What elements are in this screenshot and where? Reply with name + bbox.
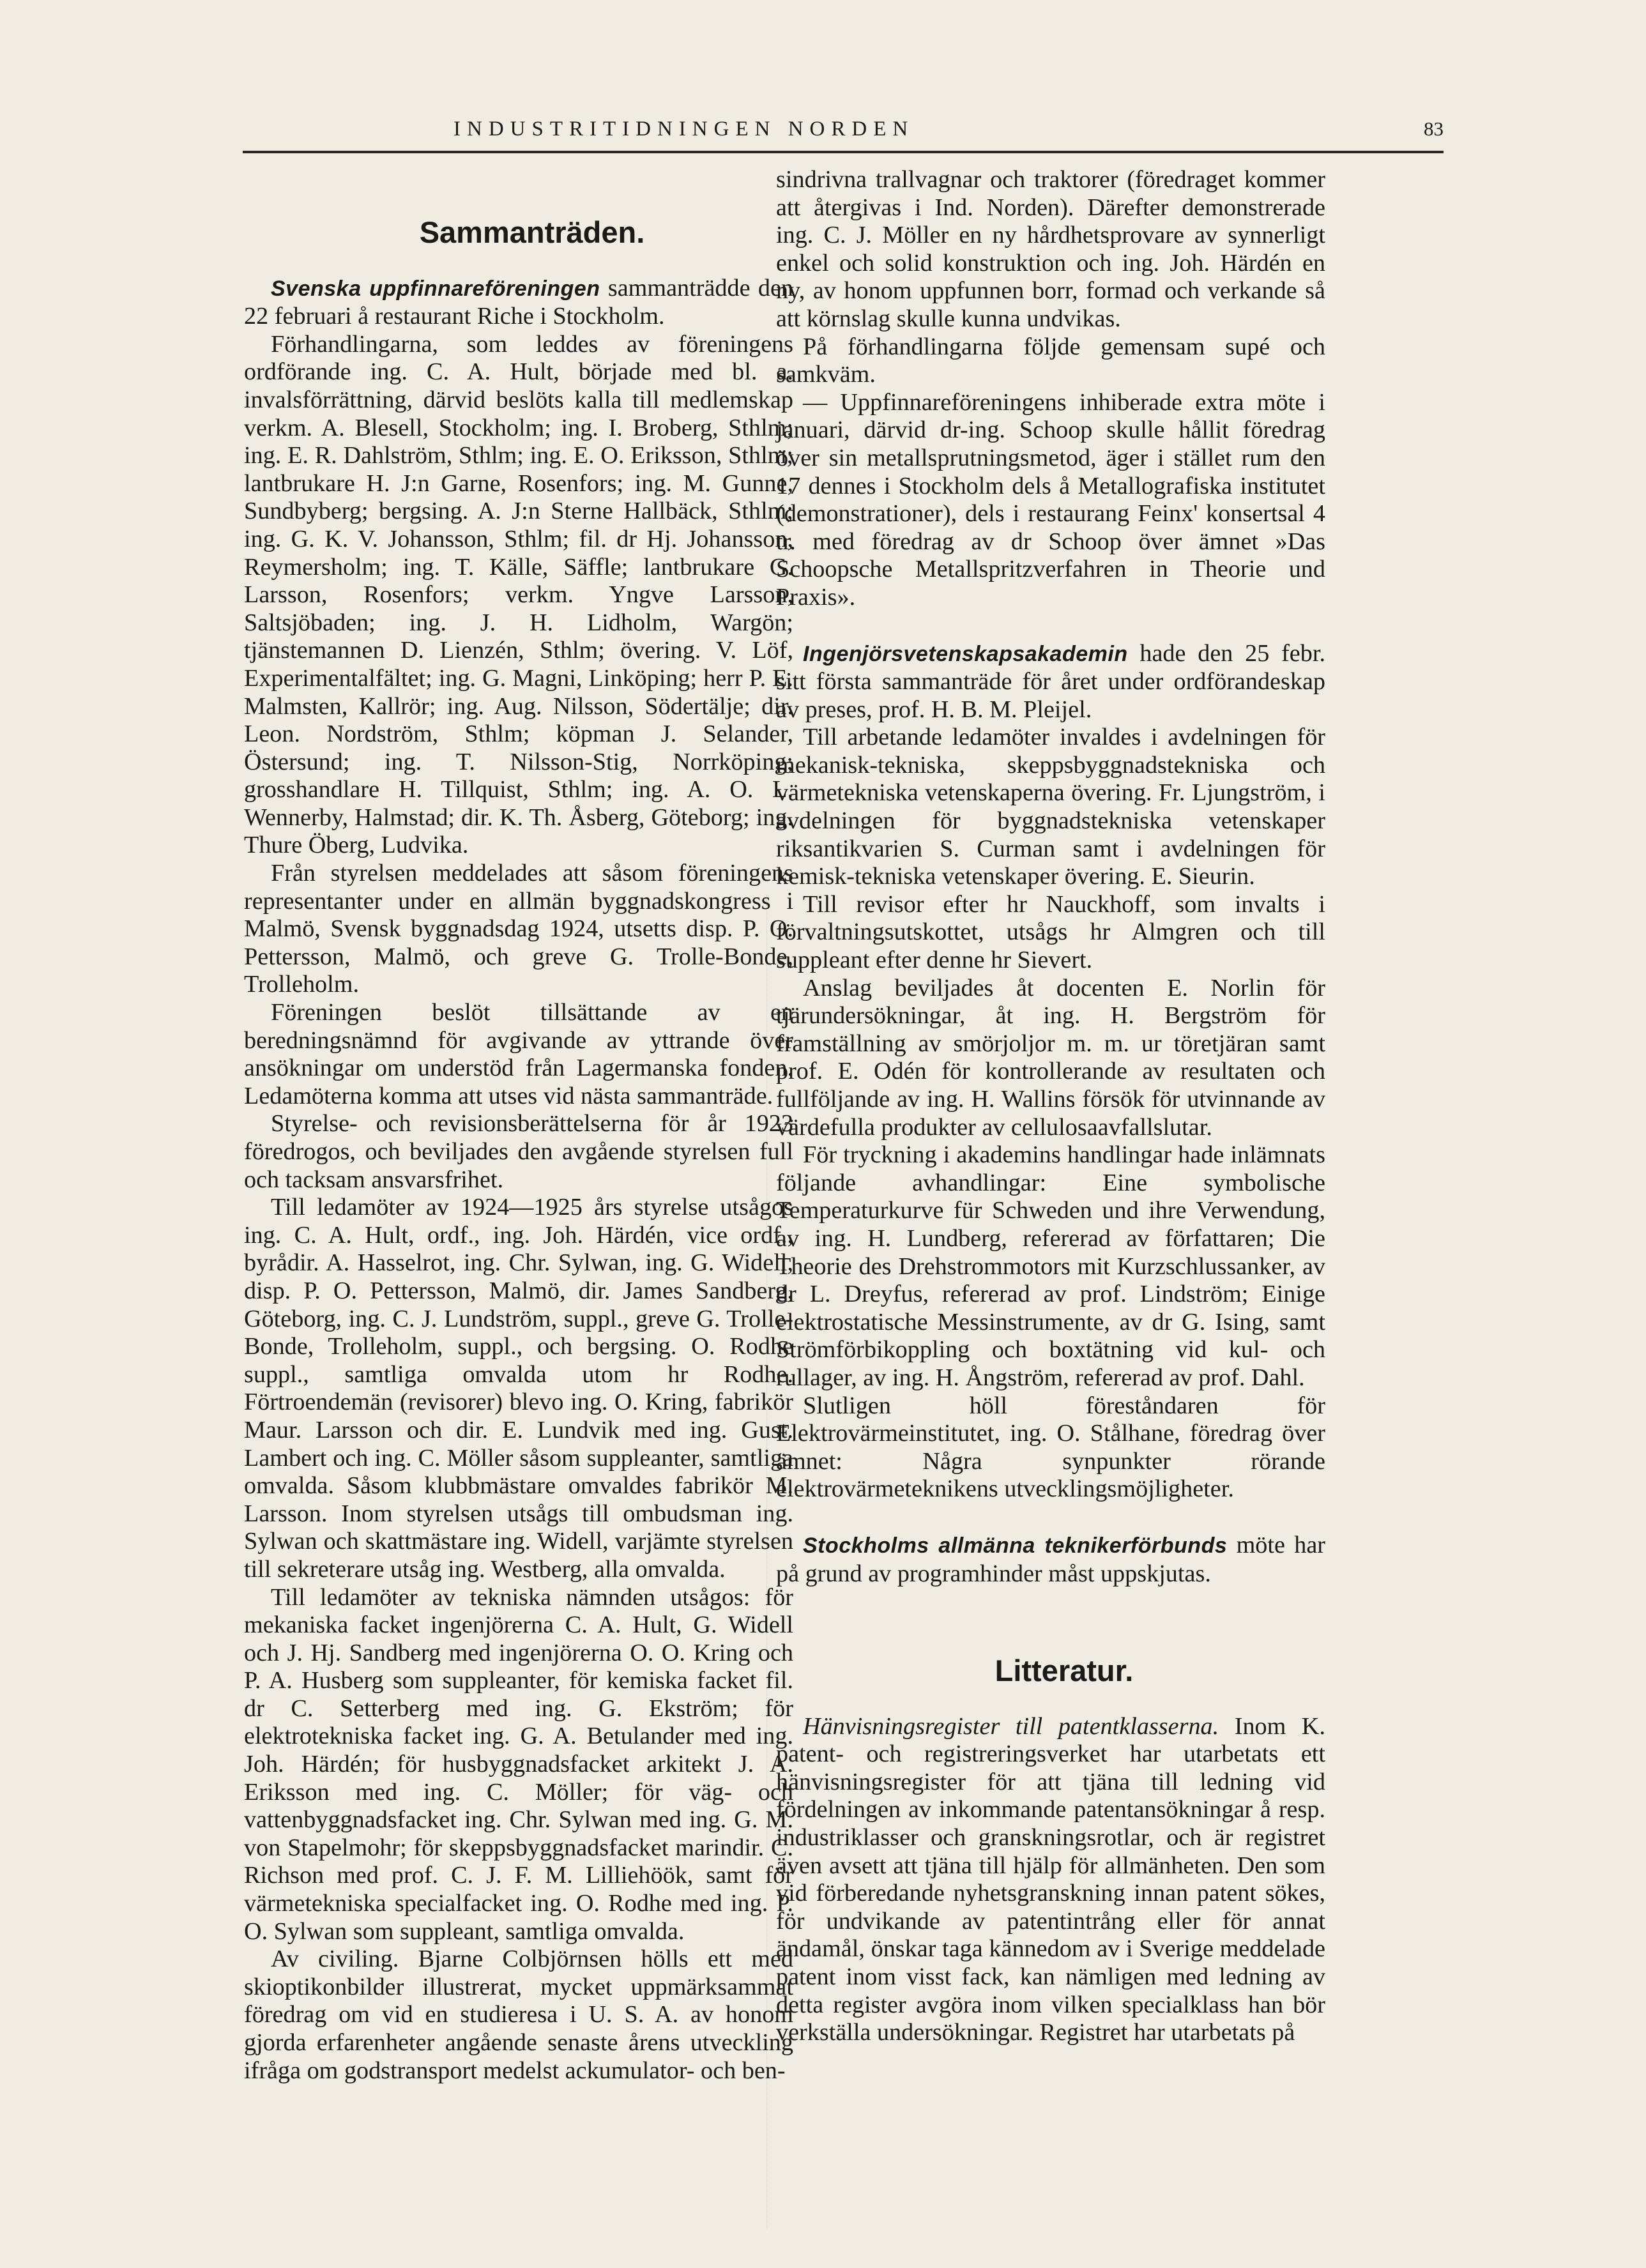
spacer bbox=[244, 247, 793, 275]
spacer bbox=[776, 1503, 1325, 1532]
paragraph-iva-foredrag: Slutligen höll föreståndaren för Elektrovärmeinstitutet, ing. O. Stålhane, föredrag över ämnet: Några synpunkter rörande elektrovärmeteknikens utvecklingsmöjligheter. bbox=[776, 1392, 1325, 1503]
heading-sammantraden: Sammanträden. bbox=[419, 215, 645, 249]
paragraph-iva-avhandlingar: För tryckning i akademins handlingar hade inlämnats följande avhandlingar: Eine symbolische Temperaturkurve für Schweden und ihre Verwendung, av ing. H. Lundberg, refererad av författaren; Die Theorie des Drehstrommotors mit Kurzschlussanker, av dr L. Dreyfus, refererad av prof. Lindström; Einige elektrostatische Messinstrumente, av dr G. Ising, samt Strömförbikoppling och boxtätning vid kul- och rullager, av ing. H. Ångström, refererad av prof. Dahl. bbox=[776, 1141, 1325, 1391]
org-name-teknikerforbund: Stockholms allmänna teknikerförbunds bbox=[803, 1533, 1228, 1558]
paragraph-representanter: Från styrelsen meddelades att såsom föreningens representanter under en allmän byggnadskongress i Malmö, Svensk byggnadsdag 1924, utsetts disp. P. O. Pettersson, Malmö, och greve G. Trolle-Bonde, Trolleholm. bbox=[244, 860, 793, 998]
paragraph-text: hade den 25 febr. sitt första sammanträde för året under ordförandeskap av preses, prof. H. B. M. Pleijel. bbox=[776, 639, 1326, 723]
org-name-uppfinnareforeningen: Svenska uppfinnareföreningen bbox=[271, 276, 600, 301]
left-column bbox=[244, 166, 793, 2085]
paragraph-schoop: — Uppfinnareföreningens inhiberade extra möte i januari, därvid dr-ing. Schoop skulle hållit föredrag över sin metallsprutningsmetod, äger i stället rum den 17 dennes i Stockholm dels å Metallografiska institutet (demonstrationer), dels i restaurang Feinx' konsertsal 4 tr. med föredrag av dr Schoop över ämnet »Das Schoopsche Metallspritzverfahren in Theorie und Praxis». bbox=[776, 388, 1325, 611]
org-name-iva: Ingenjörsvetenskapsakademin bbox=[803, 641, 1128, 666]
page-number: 83 bbox=[1424, 118, 1444, 140]
spacer bbox=[776, 612, 1325, 640]
spacer bbox=[244, 166, 793, 218]
paragraph-continuation: sindrivna trallvagnar och traktorer (föredraget kommer att återgivas i Ind. Norden). Därefter demonstrerade ing. C. J. Möller en ny hårdhetsprovare av synnerligt enkel och solid konstruktion och ing. Joh. Härdén en ny, av honom uppfunnen borr, formad och verkande så att körnslag skulle kunna undvikas. bbox=[776, 166, 1325, 332]
paragraph-text: möte har på grund av programhinder måst uppskjutas. bbox=[776, 1531, 1326, 1587]
paragraph-uppfinnareforeningen-intro bbox=[244, 275, 793, 331]
paragraph-iva-intro bbox=[776, 640, 1325, 724]
paragraph-supe: På förhandlingarna följde gemensam supé och samkväm. bbox=[776, 333, 1325, 388]
paragraph-foredrag: Av civiling. Bjarne Colbjörnsen hölls ett med skioptikonbilder illustrerat, mycket uppmärksammat föredrag om vid en studieresa i U. S. A. av honom gjorda erfarenheter angående senaste årens utveckling ifråga om godstransport medelst ackumulator- och ben- bbox=[244, 1945, 793, 2084]
spacer bbox=[776, 1685, 1325, 1713]
book-title: Hänvisningsregister till patentklasserna. bbox=[803, 1712, 1219, 1740]
paragraph-iva-revisor: Till revisor efter hr Nauckhoff, som invalts i förvaltningsutskottet, utsågs hr Almgren och till suppleant efter denne hr Sievert. bbox=[776, 890, 1325, 974]
paragraph-styrelse: Till ledamöter av 1924—1925 års styrelse utsågos ing. C. A. Hult, ordf., ing. Joh. Härdén, vice ordf., byrådir. A. Hasselrot, ing. Chr. Sylwan, ing. G. Widell, disp. P. O. Pettersson, Malmö, dir. James Sandberg, Göteborg, ing. C. J. Lundström, suppl., greve G. Trolle-Bonde, Trolleholm, suppl., och bergsing. O. Rodhe suppl., samtliga omvalda utom hr Rodhe. Förtroendemän (revisorer) blevo ing. O. Kring, fabrikör Maur. Larsson och dir. E. Lundvik med ing. Gust. Lambert och ing. C. Möller såsom suppleanter, samtliga omvalda. Såsom klubbmästare omvaldes fabrikör M. Larsson. Inom styrelsen utsågs till ombudsman ing. Sylwan och skattmästare ing. Widell, varjämte styrelsen till sekreterare utsåg ing. Westberg, alla omvalda. bbox=[244, 1194, 793, 1583]
paragraph-tekniska-namnden: Till ledamöter av tekniska nämnden utsågos: för mekaniska facket ingenjörerna C. A. Hult, G. Widell och J. Hj. Sandberg med ingenjörerna O. O. Kring och P. A. Husberg som suppleanter, för kemiska facket fil. dr C. Setterberg med ing. G. Ekström; för elektrotekniska facket ing. G. A. Betulander med ing. Joh. Härdén; för husbyggnadsfacket arkitekt J. A. Eriksson med ing. C. Möller; för väg- och vattenbyggnadsfacket ing. Chr. Sylwan med ing. G. M. von Stapelmohr; för skeppsbyggnadsfacket marindir. C. Richson med prof. C. J. F. M. Lilliehöök, samt för värmetekniska specialfacket ing. O. Rodhe med ing. P. O. Sylwan som suppleant, samtliga omvalda. bbox=[244, 1583, 793, 1945]
spacer bbox=[776, 1588, 1325, 1657]
column-divider bbox=[766, 894, 767, 2229]
right-column bbox=[776, 166, 1325, 2047]
paragraph-text: sammanträdde den 22 februari å restaurant Riche i Stockholm. bbox=[244, 274, 794, 330]
publication-title: INDUSTRITIDNINGEN NORDEN bbox=[453, 118, 915, 141]
paragraph-teknikerforbund bbox=[776, 1532, 1325, 1588]
paragraph-iva-anslag: Anslag beviljades åt docenten E. Norlin för tjärundersökningar, åt ing. H. Bergström för framställning av smörjoljor m. m. ur töretjäran samt prof. E. Odén för kontrollerande av resultaten och fullföljande av ing. H. Wallins försök för utvinnande av värdefulla produkter av cellulosaavfallslutar. bbox=[776, 974, 1325, 1141]
paragraph-beredningsnamnd: Föreningen beslöt tillsättande av en beredningsnämnd för avgivande av yttrande över ansökningar om understöd från Lagermanska fonden. Ledamöterna komma att utses vid nästa sammanträde. bbox=[244, 999, 793, 1109]
heading-litteratur: Litteratur. bbox=[994, 1654, 1134, 1688]
paragraph-invalsforrattning: Förhandlingarna, som leddes av föreningens ordförande ing. C. A. Hult, började med bl. a. invalsförrättning, därvid beslöts kalla till medlemskap verkm. A. Blesell, Stockholm; ing. I. Broberg, Sthlm; ing. E. R. Dahlström, Sthlm; ing. E. O. Eriksson, Sthlm; lantbrukare H. J:n Garne, Rosenfors; ing. M. Gunne, Sundbyberg; bergsing. A. J:n Sterne Hallbäck, Sthlm; ing. G. K. V. Johansson, Sthlm; fil. dr Hj. Johansson, Reymersholm; ing. T. Källe, Säffle; lantbrukare G. Larsson, Rosenfors; verkm. Yngve Larsson, Saltsjöbaden; ing. J. H. Lidholm, Wargön; tjänstemannen D. Lienzén, Sthlm; övering. V. Löf, Experimentalfältet; ing. G. Magni, Linköping; herr P. E. Malmsten, Kallrör; ing. Aug. Nilsson, Södertälje; dir. Leon. Nordström, Sthlm; köpman J. Selander, Östersund; ing. T. Nilsson-Stig, Norrköping; grosshandlare H. Tillquist, Sthlm; ing. A. O. L. Wennerby, Halmstad; dir. K. Th. Åsberg, Göteborg; ing. Thure Öberg, Ludvika. bbox=[244, 330, 793, 859]
paragraph-berattelser: Styrelse- och revisionsberättelserna för år 1923 föredrogos, och beviljades den avgående styrelsen full och tacksam ansvarsfrihet. bbox=[244, 1110, 793, 1193]
paragraph-iva-ledamoter: Till arbetande ledamöter invaldes i avdelningen för mekanisk-tekniska, skeppsbyggnadstekniska och värmetekniska vetenskaperna övering. Fr. Ljungström, i avdelningen för byggnadstekniska vetenskaper riksantikvarien S. Curman samt i avdelningen för kemisk-tekniska vetenskaper övering. E. Sieurin. bbox=[776, 724, 1325, 890]
paragraph-hanvisningsregister bbox=[776, 1713, 1325, 2047]
running-header bbox=[243, 114, 1444, 158]
header-rule bbox=[243, 151, 1444, 153]
paragraph-text: Inom K. patent- och registreringsverket har utarbetats ett hänvisningsregister för att tjäna till ledning vid fördelningen av inkommande patentansökningar å resp. industriklasser och granskningsrotlar, och är registret även avsett att tjäna till hjälp för allmänheten. Den som vid förberedande nyhetsgranskning innan patent sökes, för undvikande av patentintrång eller för annat ändamål, önskar taga kännedom av i Sverige meddelade patent inom visst fack, kan nämligen med ledning av detta register avgöra inom vilken specialklass han bör verkställa undersökningar. Registret har utarbetats på bbox=[776, 1712, 1326, 2046]
